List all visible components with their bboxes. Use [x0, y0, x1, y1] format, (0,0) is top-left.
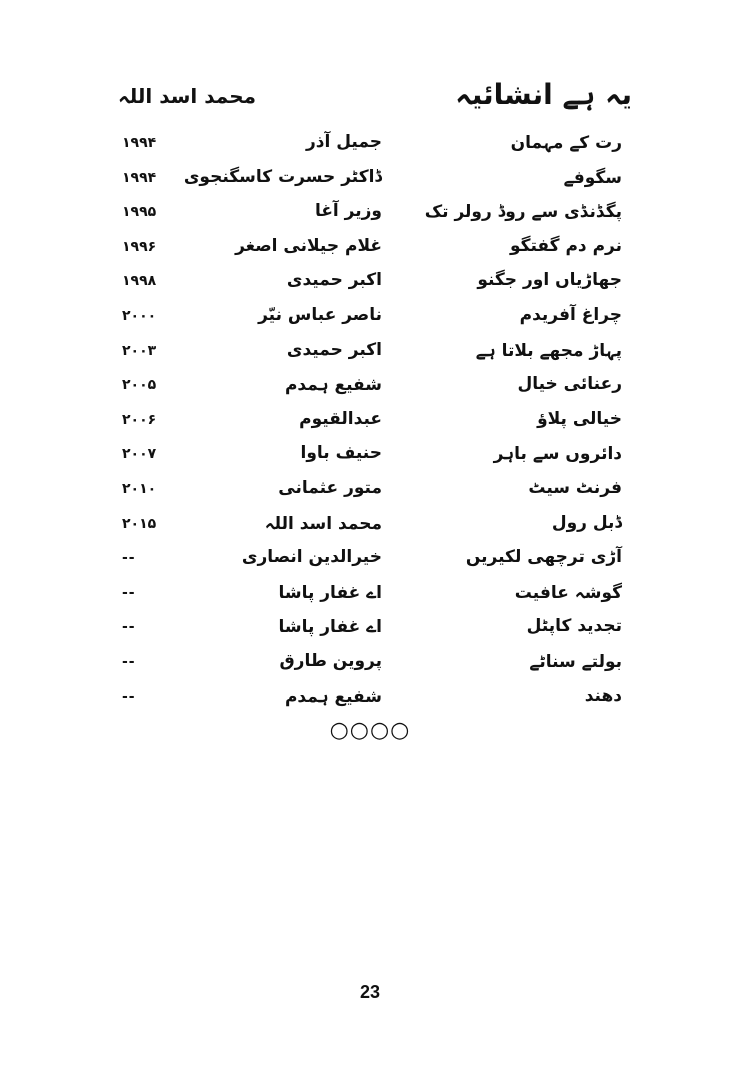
list-item	[0, 301, 740, 336]
writer-name: ناصر عباس نیّر	[258, 304, 382, 325]
page-title: یہ ہے انشائیہ	[455, 78, 632, 111]
book-title: جھاڑیاں اور جگنو	[477, 270, 622, 291]
book-title: پگڈنڈی سے روڈ رولر تک	[424, 202, 622, 223]
list-item	[0, 128, 740, 163]
publication-year: ۲۰۱۵	[122, 515, 157, 532]
writer-name: خیرالدین انصاری	[241, 547, 382, 568]
writer-name: پروین طارق	[279, 650, 382, 671]
book-title: تجدید کاپٹل	[526, 616, 622, 637]
book-title: رت کے مہمان	[510, 133, 622, 153]
list-item	[0, 578, 740, 613]
book-title: خیالی پلاؤ	[537, 408, 622, 429]
writer-name: حنیف باوا	[300, 443, 382, 464]
publication-year: --	[122, 550, 136, 567]
list-item	[0, 439, 740, 474]
writer-name: وزیر آغا	[314, 201, 382, 222]
writer-name: شفیع ہمدم	[284, 686, 382, 707]
section-divider-ornament: ○○○○	[329, 718, 411, 743]
list-item	[0, 612, 740, 647]
publication-year: --	[122, 619, 136, 636]
book-title: سگوفے	[563, 167, 622, 188]
book-title: بولتے سناٹے	[529, 651, 622, 672]
book-title: چراغ آفریدم	[519, 304, 622, 325]
publication-year: --	[122, 584, 136, 601]
writer-name: اے غفار پاشا	[278, 582, 382, 603]
book-title: نرم دم گفتگو	[509, 235, 622, 256]
book-title: دھند	[584, 685, 622, 706]
list-item	[0, 266, 740, 301]
publication-year: --	[122, 688, 136, 705]
list-item	[0, 682, 740, 717]
list-item	[0, 647, 740, 682]
writer-name: اے غفار پاشا	[278, 617, 382, 638]
publication-year: ۲۰۰۶	[122, 411, 157, 428]
publication-year: ۲۰۰۰	[122, 307, 157, 324]
book-title: ڈبل رول	[551, 512, 622, 533]
publication-year: ۲۰۱۰	[122, 480, 157, 497]
publication-year: ۱۹۹۴	[122, 169, 157, 186]
list-item	[0, 336, 740, 371]
writer-name: اکبر حمیدی	[286, 339, 382, 360]
writer-name: محمد اسد اللہ	[264, 513, 382, 534]
publication-year: ۲۰۰۷	[122, 446, 157, 463]
list-item	[0, 163, 740, 198]
publication-year: ۲۰۰۵	[122, 377, 157, 394]
list-item	[0, 543, 740, 578]
book-title: فرنٹ سیٹ	[528, 477, 622, 498]
publication-year: ۱۹۹۶	[122, 238, 157, 255]
list-item	[0, 474, 740, 509]
publication-year: ۲۰۰۳	[122, 342, 157, 359]
writer-name: جمیل آذر	[305, 132, 382, 152]
writer-name: عبدالقیوم	[299, 408, 382, 429]
publication-year: --	[122, 653, 136, 670]
writer-name: غلام جیلانی اصغر	[235, 235, 382, 256]
list-item	[0, 509, 740, 544]
book-title: آڑی ترچھی لکیریں	[465, 547, 622, 568]
book-title: دائروں سے باہر	[493, 444, 622, 465]
book-title: رعنائی خیال	[517, 374, 622, 395]
page-number: 23	[359, 982, 381, 1002]
list-item	[0, 232, 740, 267]
author-name: محمد اسد اللہ	[118, 84, 257, 108]
publication-year: ۱۹۹۴	[122, 135, 157, 151]
writer-name: اکبر حمیدی	[286, 270, 382, 291]
publication-year: ۱۹۹۸	[122, 273, 157, 290]
writer-name: متور عثمانی	[278, 477, 382, 498]
entries-list	[0, 128, 740, 716]
writer-name: ڈاکٹر حسرت کاسگنجوی	[183, 166, 382, 187]
publication-year: ۱۹۹۵	[122, 204, 157, 221]
list-item	[0, 370, 740, 405]
book-title: پہاڑ مجھے بلاتا ہے	[475, 340, 622, 361]
book-title: گوشہ عافیت	[514, 582, 622, 603]
writer-name: شفیع ہمدم	[284, 375, 382, 396]
list-item	[0, 405, 740, 440]
list-item	[0, 197, 740, 232]
